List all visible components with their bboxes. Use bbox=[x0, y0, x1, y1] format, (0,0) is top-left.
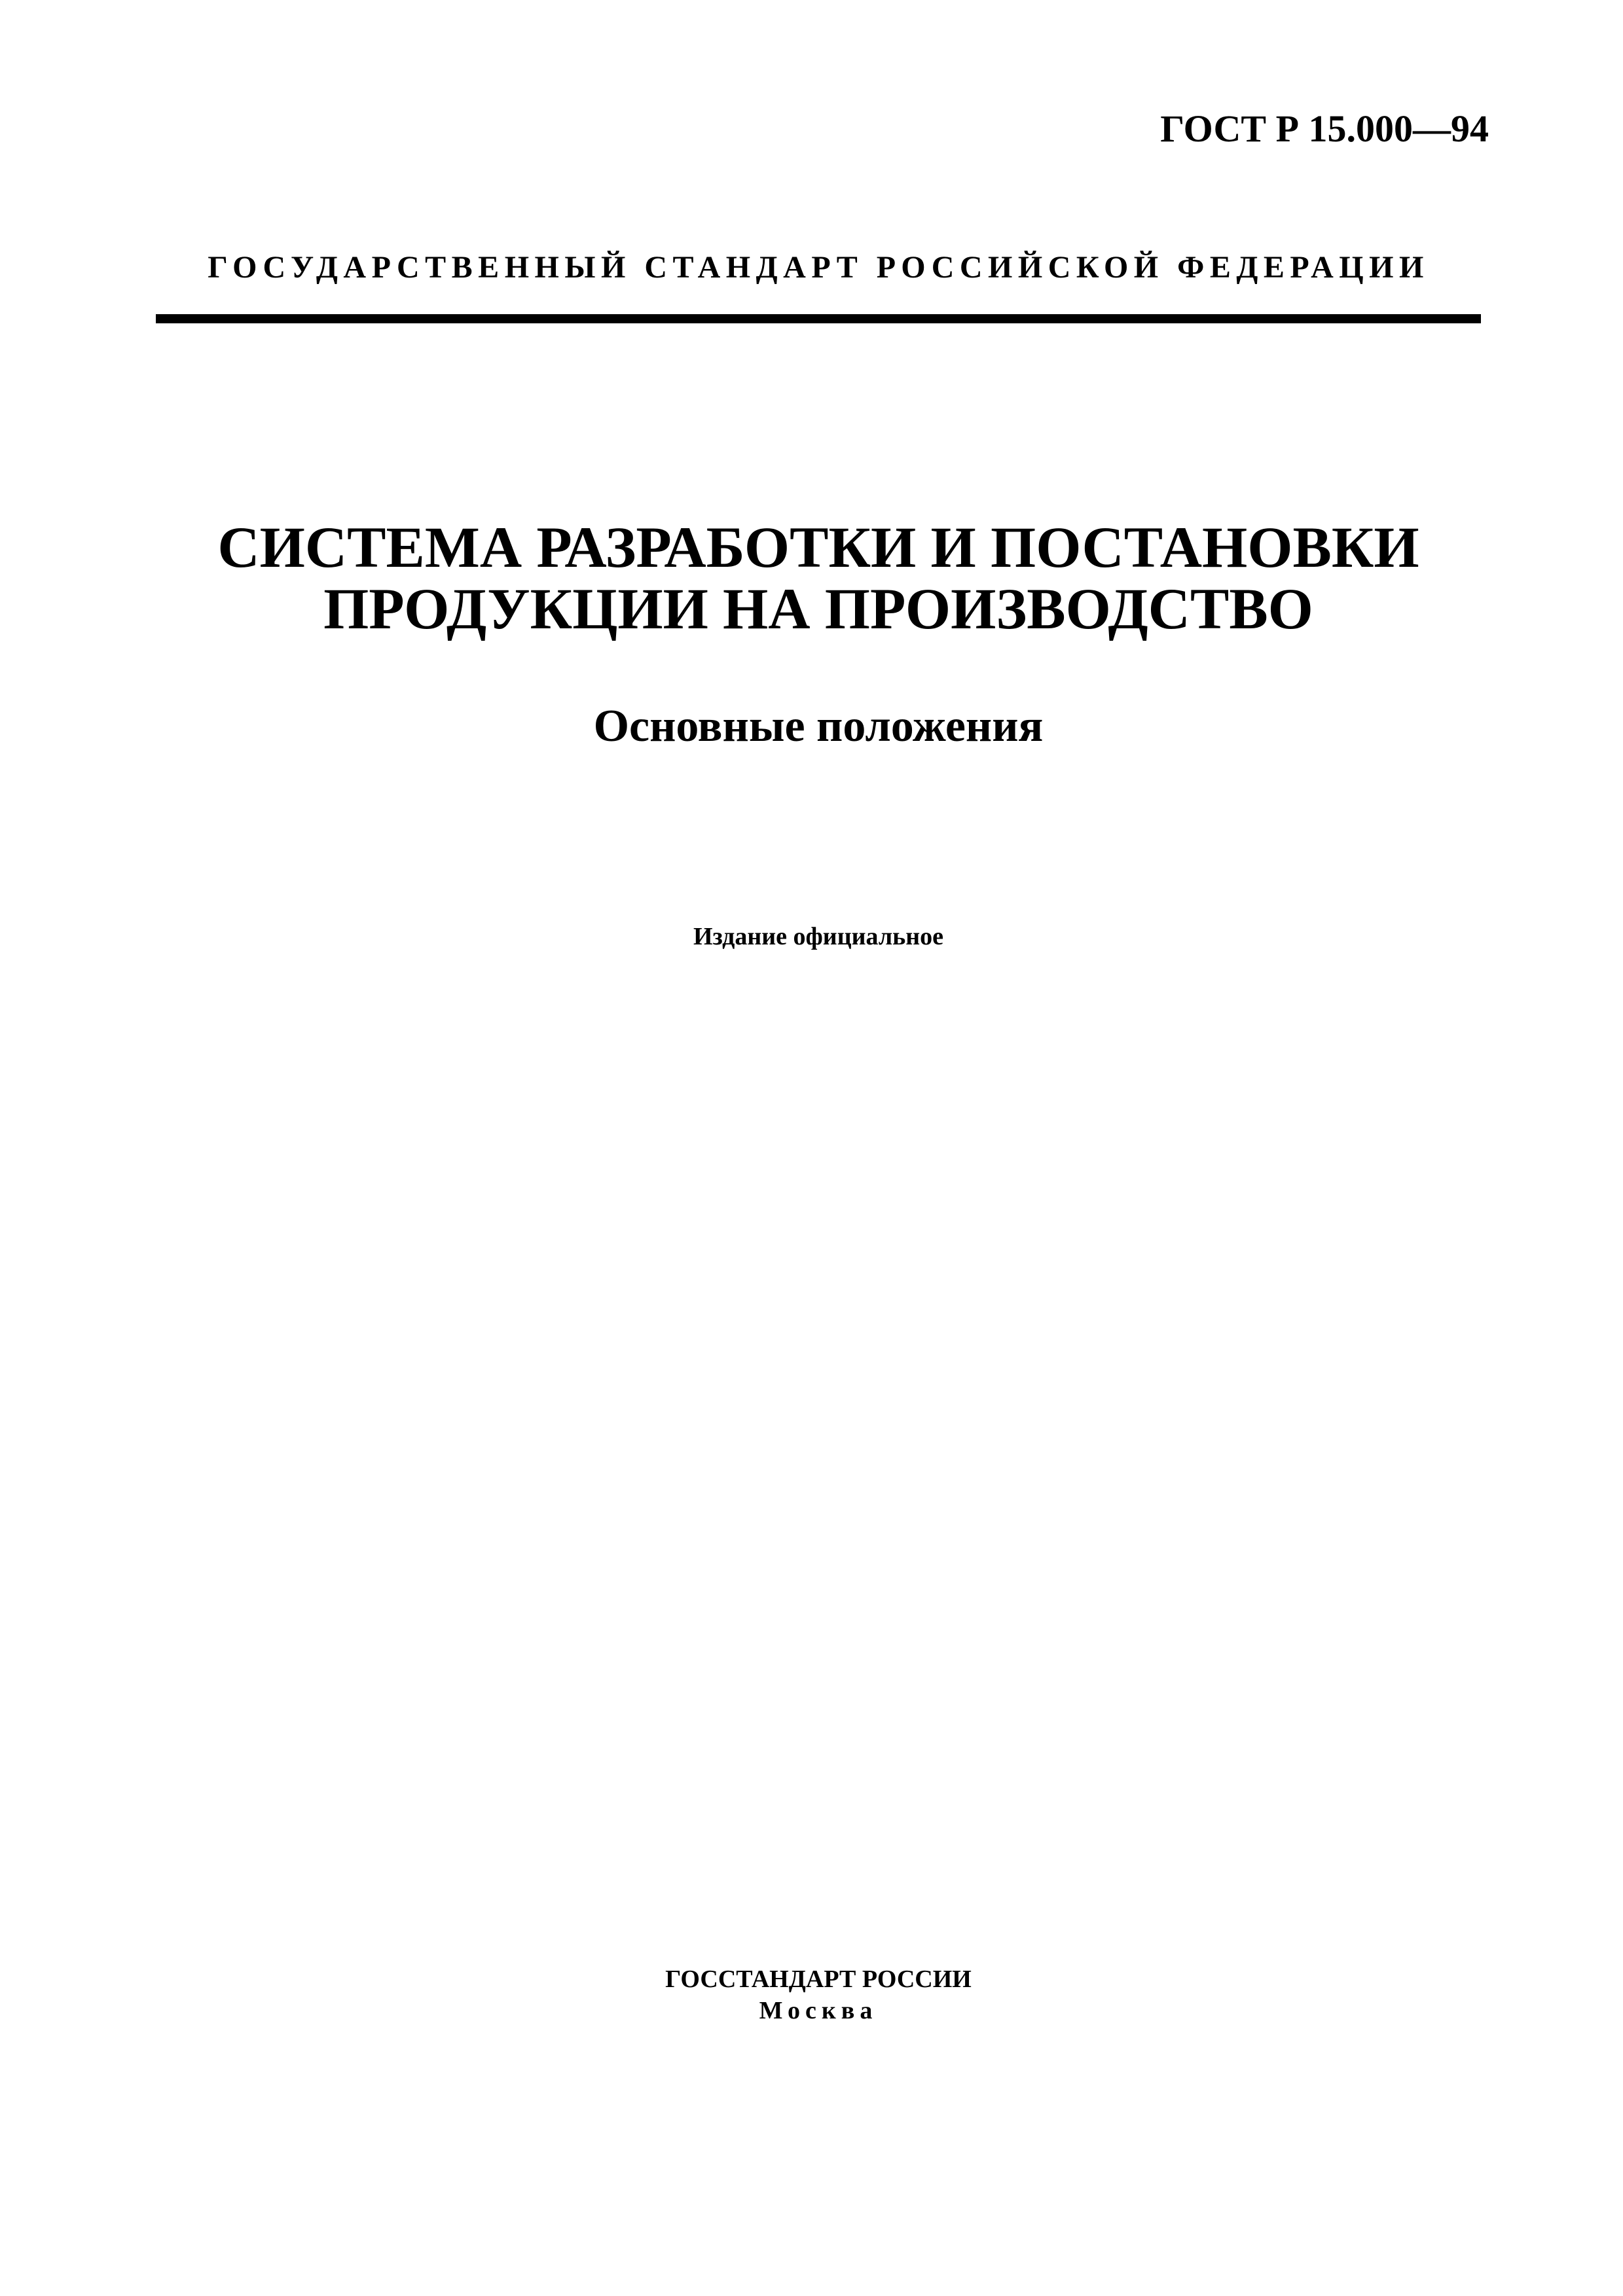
title-line-2: ПРОДУКЦИИ НА ПРОИЗВОДСТВО bbox=[323, 577, 1313, 641]
edition-note: Издание официальное bbox=[693, 923, 943, 950]
header-band: ГОСУДАРСТВЕННЫЙ СТАНДАРТ РОССИЙСКОЙ ФЕДЕРАЦИИ bbox=[208, 250, 1429, 285]
header-rule bbox=[156, 314, 1481, 323]
publisher-block bbox=[156, 1964, 1481, 2026]
publisher-city: Москва bbox=[759, 1997, 878, 2024]
document-subtitle: Основные положения bbox=[593, 701, 1044, 751]
title-line-1: СИСТЕМА РАЗРАБОТКИ И ПОСТАНОВКИ bbox=[217, 516, 1419, 580]
standard-number: ГОСТ Р 15.000—94 bbox=[1160, 107, 1489, 150]
document-title bbox=[156, 517, 1481, 640]
publisher-name: ГОССТАНДАРТ РОССИИ bbox=[665, 1965, 972, 1993]
